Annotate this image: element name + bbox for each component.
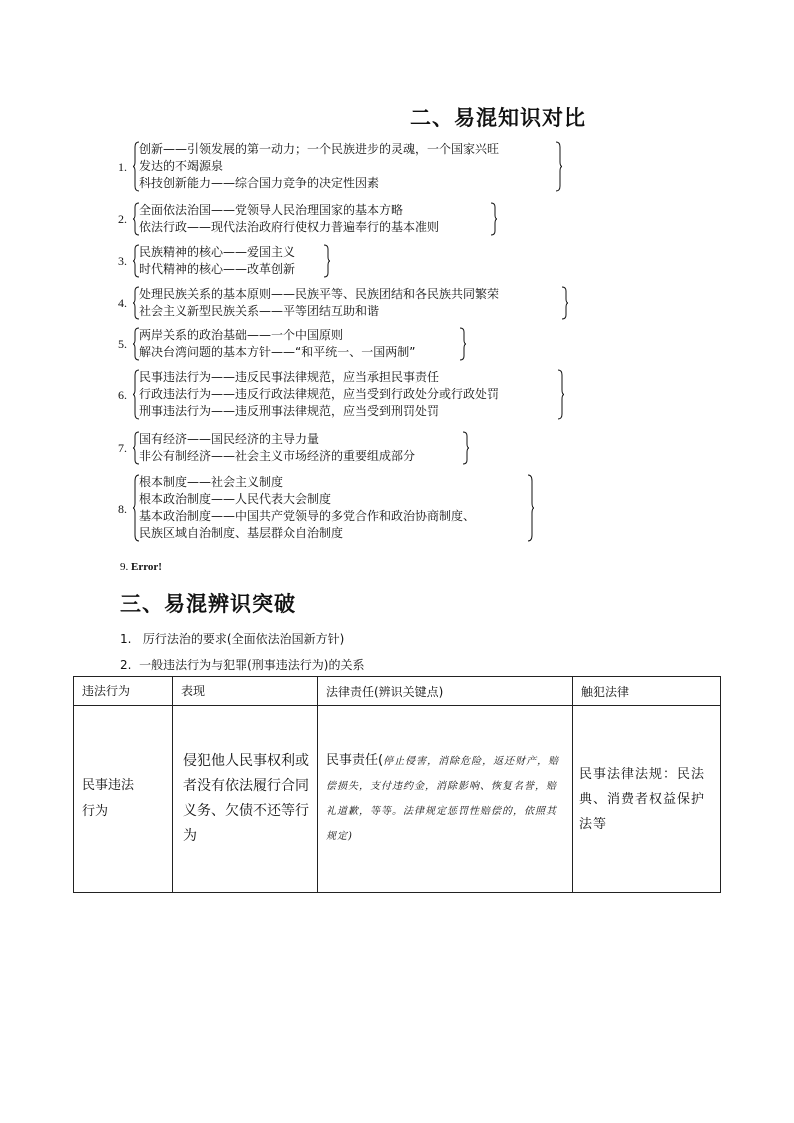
group-number: 2. xyxy=(118,212,127,226)
cell-text: 民事法律法规：民法典、消费者权益保护法等 xyxy=(579,766,706,832)
group-number: 1. xyxy=(118,160,127,174)
table-header-cell: 法律责任(辨识关键点) xyxy=(318,677,573,706)
section-title-identification: 三、易混辨识突破 xyxy=(120,592,296,616)
error-item xyxy=(120,561,162,573)
right-brace-icon xyxy=(557,369,564,420)
group-line: 民族区域自治制度、基层群众自治制度 xyxy=(139,526,344,540)
group-line: 两岸关系的政治基础——一个中国原则 xyxy=(139,328,344,342)
cell-text: 民事违法行为 xyxy=(82,778,135,819)
table-header-cell: 表现 xyxy=(173,677,318,706)
right-brace-icon xyxy=(561,286,568,320)
group-lines xyxy=(139,141,499,192)
group-line: 解决台湾问题的基本方针——“和平统一、一国两制” xyxy=(139,345,416,359)
group-lines xyxy=(139,202,439,236)
group-number: 7. xyxy=(118,441,127,455)
group-line: 科技创新能力——综合国力竞争的决定性因素 xyxy=(139,176,380,190)
group-line: 民族精神的核心——爱国主义 xyxy=(139,245,296,259)
group-line: 刑事违法行为——违反刑事法律规范，应当受到刑罚处罚 xyxy=(139,404,440,418)
list-item-number: 2. xyxy=(120,658,132,672)
group-line: 社会主义新型民族关系——平等团结互助和谐 xyxy=(139,304,380,318)
right-brace-icon xyxy=(462,431,469,465)
right-brace-icon xyxy=(527,474,534,542)
right-brace-icon xyxy=(323,244,330,278)
group-line: 行政违法行为——违反行政法律规范，应当受到行政处分或行政处罚 xyxy=(139,387,500,401)
cell-law xyxy=(573,706,721,893)
group-line: 国有经济——国民经济的主导力量 xyxy=(139,432,320,446)
group-line: 时代精神的核心——改革创新 xyxy=(139,262,296,276)
section-title-comparison: 二、易混知识对比 xyxy=(410,106,586,130)
group-line: 根本制度——社会主义制度 xyxy=(139,475,284,489)
table-header-row xyxy=(74,677,721,706)
cell-manifestation xyxy=(173,706,318,893)
list-item xyxy=(120,656,364,673)
group-number: 6. xyxy=(118,388,127,402)
error-item-number: 9. xyxy=(120,561,129,573)
error-item-text: Error! xyxy=(131,561,162,573)
cell-liability xyxy=(318,706,573,893)
group-lines xyxy=(139,327,415,361)
group-line: 民事违法行为——违反民事法律规范，应当承担民事责任 xyxy=(139,370,440,384)
group-line: 非公有制经济——社会主义市场经济的重要组成部分 xyxy=(139,449,416,463)
group-number: 8. xyxy=(118,502,127,516)
group-line: 依法行政——现代法治政府行使权力普遍奉行的基本准则 xyxy=(139,220,440,234)
group-lines xyxy=(139,431,415,465)
group-line: 基本政治制度——中国共产党领导的多党合作和政治协商制度、 xyxy=(139,509,476,523)
table-header-cell: 违法行为 xyxy=(74,677,173,706)
table-row xyxy=(74,706,721,893)
list-item-text: 一般违法行为与犯罪(刑事违法行为)的关系 xyxy=(139,658,365,672)
cell-text: 侵犯他人民事权利或者没有依法履行合同义务、欠债不还等行为 xyxy=(183,753,309,844)
group-number: 4. xyxy=(118,296,127,310)
list-item-text: 厉行法治的要求(全面依法治国新方针) xyxy=(142,632,345,646)
group-number: 5. xyxy=(118,337,127,351)
group-line: 处理民族关系的基本原则——民族平等、民族团结和各民族共同繁荣 xyxy=(139,287,500,301)
group-lines xyxy=(139,244,295,278)
violation-table xyxy=(73,676,721,893)
cell-violation-type xyxy=(74,706,173,893)
list-item xyxy=(120,630,344,647)
right-brace-icon xyxy=(555,141,562,192)
group-line: 根本政治制度——人民代表大会制度 xyxy=(139,492,332,506)
right-brace-icon xyxy=(490,202,497,236)
group-number: 3. xyxy=(118,254,127,268)
group-lines xyxy=(139,369,499,420)
group-line: 创新——引领发展的第一动力；一个民族进步的灵魂，一个国家兴旺 xyxy=(139,142,500,156)
group-lines xyxy=(139,286,499,320)
group-line: 全面依法治国——党领导人民治理国家的基本方略 xyxy=(139,203,404,217)
group-lines xyxy=(139,474,475,542)
liability-lead: 民事责任( xyxy=(326,753,384,768)
list-item-number: 1. xyxy=(120,632,132,646)
group-line: 发达的不竭源泉 xyxy=(139,159,224,173)
table-header-cell: 触犯法律 xyxy=(573,677,721,706)
liability-detail: 停止侵害，消除危险，返还财产，赔偿损失，支付违约金，消除影响、恢复名誉，赔礼道歉，等等。法律规定惩罚性赔偿的，依照其规定) xyxy=(326,756,560,842)
right-brace-icon xyxy=(459,327,466,361)
